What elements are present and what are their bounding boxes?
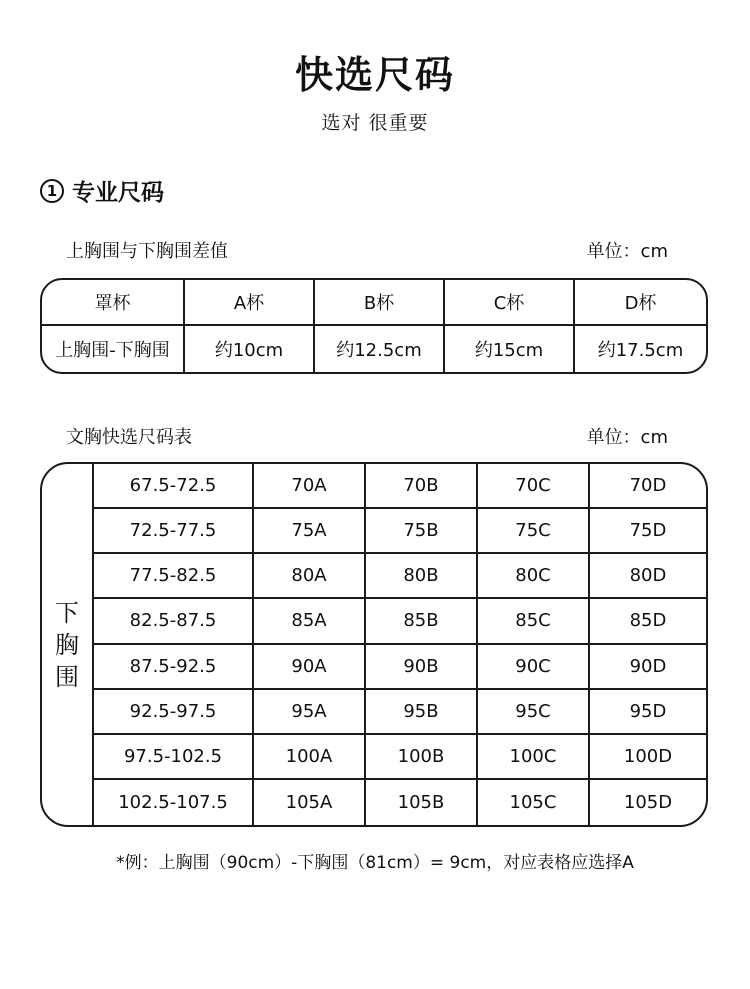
size-cell-c: 95C [478, 690, 590, 735]
page-title: 快选尺码 [294, 53, 455, 97]
size-cell-c: 100C [478, 735, 590, 780]
size-cell-b: 100B [366, 735, 478, 780]
side-label-char: 围 [55, 662, 79, 691]
size-cell-c: 90C [478, 645, 590, 690]
range-cell: 77.5-82.5 [94, 554, 254, 599]
size-cell-b: 95B [366, 690, 478, 735]
header-cell-cup: 罩杯 [42, 280, 185, 326]
diff-cell-d: 约17.5cm [597, 340, 684, 361]
diff-cell-a: 约10cm [185, 326, 315, 372]
header-cell-a: A杯 [185, 280, 315, 326]
size-cell-d: 90D [590, 645, 706, 690]
header-cell-d: D杯 [575, 280, 706, 326]
size-cell-c: 105C [478, 780, 590, 825]
header-cell-c: C杯 [445, 280, 575, 326]
size-cell-a: 80A [254, 554, 366, 599]
size-cell-b: 90B [366, 645, 478, 690]
section-number-badge: 1 [40, 179, 64, 203]
size-cell-d: 80D [590, 554, 706, 599]
size-cell-a: 105A [254, 780, 366, 825]
size-cell-d: 95D [590, 690, 706, 735]
page-subtitle: 选对 很重要 [321, 112, 429, 134]
example-note: *例：上胸围（90cm）-下胸围（81cm）= 9cm，对应表格应选择A [116, 853, 634, 873]
section-heading-text: 专业尺码 [72, 180, 164, 206]
size-cell-b: 105B [366, 780, 478, 825]
diff-cell-b: 约12.5cm [315, 326, 445, 372]
quick-size-table [40, 462, 708, 827]
size-cell-c: 70C [478, 464, 590, 509]
range-cell: 67.5-72.5 [94, 464, 254, 509]
size-cell-d: 85D [590, 599, 706, 644]
range-cell: 97.5-102.5 [94, 735, 254, 780]
range-cell: 87.5-92.5 [94, 645, 254, 690]
size-cell-b: 85B [366, 599, 478, 644]
side-label-char: 下 [55, 598, 79, 627]
size-table-label: 文胸快选尺码表 [66, 427, 192, 448]
cup-difference-table [40, 278, 708, 374]
size-cell-a: 75A [254, 509, 366, 554]
range-cell: 72.5-77.5 [94, 509, 254, 554]
range-cell: 92.5-97.5 [94, 690, 254, 735]
size-cell-c: 75C [478, 509, 590, 554]
diff-cell-c: 约15cm [445, 326, 575, 372]
size-cell-a: 85A [254, 599, 366, 644]
size-cell-d: 105D [623, 791, 673, 813]
range-cell: 102.5-107.5 [94, 780, 254, 825]
side-label-char: 胸 [55, 630, 79, 659]
size-cell-a: 90A [254, 645, 366, 690]
size-cell-a: 70A [254, 464, 366, 509]
size-cell-b: 75B [366, 509, 478, 554]
underbust-side-label [42, 464, 94, 825]
size-cell-c: 85C [478, 599, 590, 644]
difference-table-unit: 单位：cm [586, 241, 668, 262]
size-cell-d: 75D [590, 509, 706, 554]
size-cell-a: 100A [254, 735, 366, 780]
range-cell: 82.5-87.5 [94, 599, 254, 644]
size-cell-a: 95A [254, 690, 366, 735]
section-heading [40, 174, 164, 207]
difference-table-label: 上胸围与下胸围差值 [66, 241, 228, 262]
header-cell-b: B杯 [315, 280, 445, 326]
size-cell-d: 100D [590, 735, 706, 780]
size-cell-c: 80C [478, 554, 590, 599]
size-cell-b: 70B [366, 464, 478, 509]
row-label-cell: 上胸围-下胸围 [42, 326, 185, 372]
size-cell-d: 70D [590, 464, 706, 509]
size-table-unit: 单位：cm [586, 427, 668, 448]
size-cell-b: 80B [366, 554, 478, 599]
size-grid [94, 464, 706, 825]
